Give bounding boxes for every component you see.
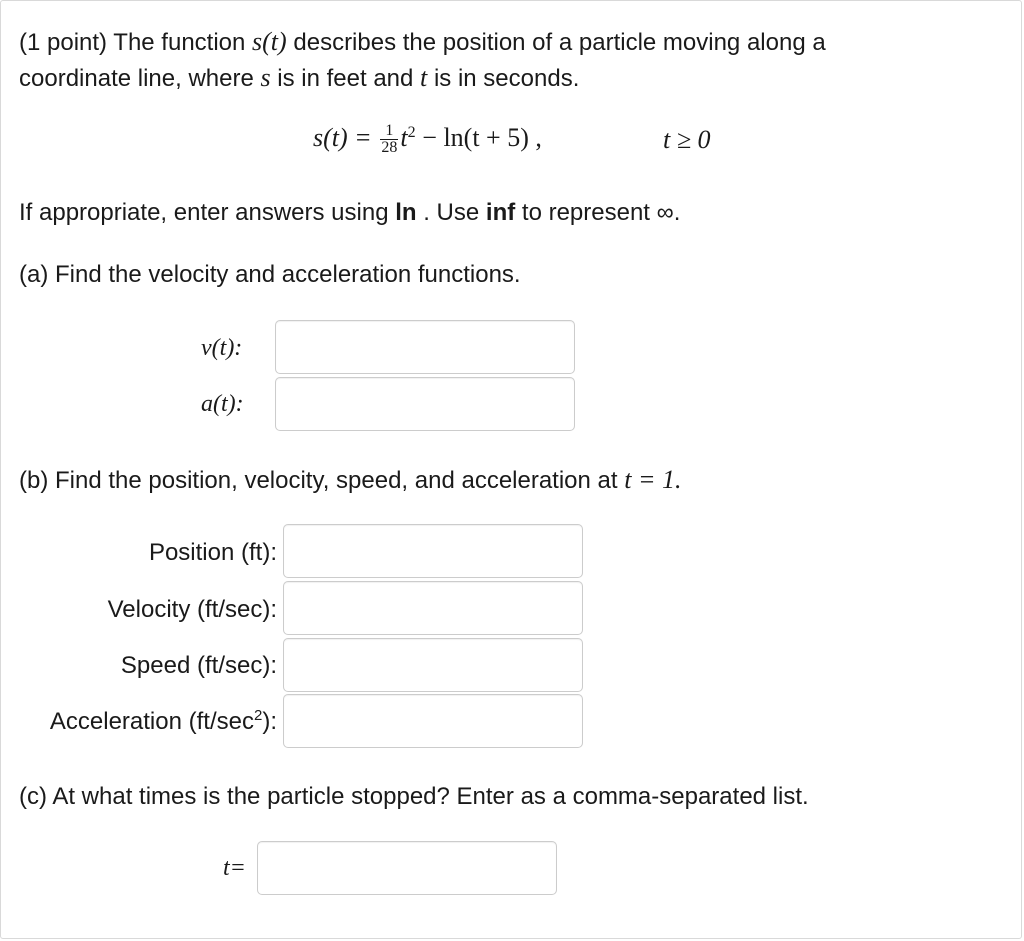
acceleration-label <box>50 707 277 736</box>
intro-t-var: t <box>420 63 428 92</box>
intro-line2-a: coordinate line, where <box>19 65 261 92</box>
instructions-a: If appropriate, enter answers using <box>19 199 396 226</box>
stopped-times-input[interactable] <box>257 841 557 895</box>
v-label: v(t): <box>201 335 243 361</box>
equation-frac-num: 1 <box>380 123 398 140</box>
instructions-c: to represent ∞. <box>515 199 681 226</box>
equation-rest: − ln(t + 5) , <box>422 123 542 152</box>
part-c-question: (c) At what times is the particle stopped? Enter as a comma-separated list. <box>19 783 809 810</box>
equation-exponent: 2 <box>407 124 416 141</box>
equation-t: t <box>400 123 408 152</box>
equation-frac-den: 28 <box>381 139 398 157</box>
acceleration-label-text: Acceleration (ft/sec <box>49 708 254 735</box>
intro-line2-c: is in seconds. <box>427 65 580 92</box>
speed-label: Speed (ft/sec): <box>120 652 277 679</box>
acceleration-function-input[interactable] <box>275 377 575 431</box>
equation-condition: t ≥ 0 <box>663 125 711 154</box>
intro-line2-b: is in feet and <box>270 65 421 92</box>
instructions-b: . Use <box>416 199 486 226</box>
equation <box>313 123 542 156</box>
speed-input[interactable] <box>283 638 583 692</box>
position-input[interactable] <box>283 524 583 578</box>
velocity-input[interactable] <box>283 581 583 635</box>
intro-fn: s(t) <box>252 27 287 56</box>
acceleration-input[interactable] <box>283 694 583 748</box>
intro-line-2 <box>19 63 579 93</box>
intro-prefix: (1 point) The function <box>19 29 253 56</box>
acceleration-label-exp: 2 <box>253 707 263 724</box>
instructions-inf: inf <box>485 199 516 226</box>
instructions <box>19 199 680 227</box>
part-b-question <box>19 465 682 495</box>
intro-mid: describes the position of a particle moving along a <box>286 29 826 56</box>
intro-line-1 <box>19 27 826 57</box>
part-b-question-text: (b) Find the position, velocity, speed, and acceleration at <box>19 467 625 494</box>
part-b-t-eq: t = 1. <box>624 465 682 494</box>
a-label: a(t): <box>201 391 244 417</box>
position-label: Position (ft): <box>148 539 277 566</box>
intro-s-var: s <box>260 63 271 92</box>
part-a-question: (a) Find the velocity and acceleration functions. <box>19 261 521 288</box>
t-label: t= <box>223 855 246 881</box>
instructions-ln: ln <box>395 199 417 226</box>
velocity-function-input[interactable] <box>275 320 575 374</box>
acceleration-label-suffix: ): <box>262 708 277 735</box>
equation-lhs: s(t) = <box>313 123 372 152</box>
equation-fraction <box>380 123 398 156</box>
velocity-label: Velocity (ft/sec): <box>107 596 277 623</box>
